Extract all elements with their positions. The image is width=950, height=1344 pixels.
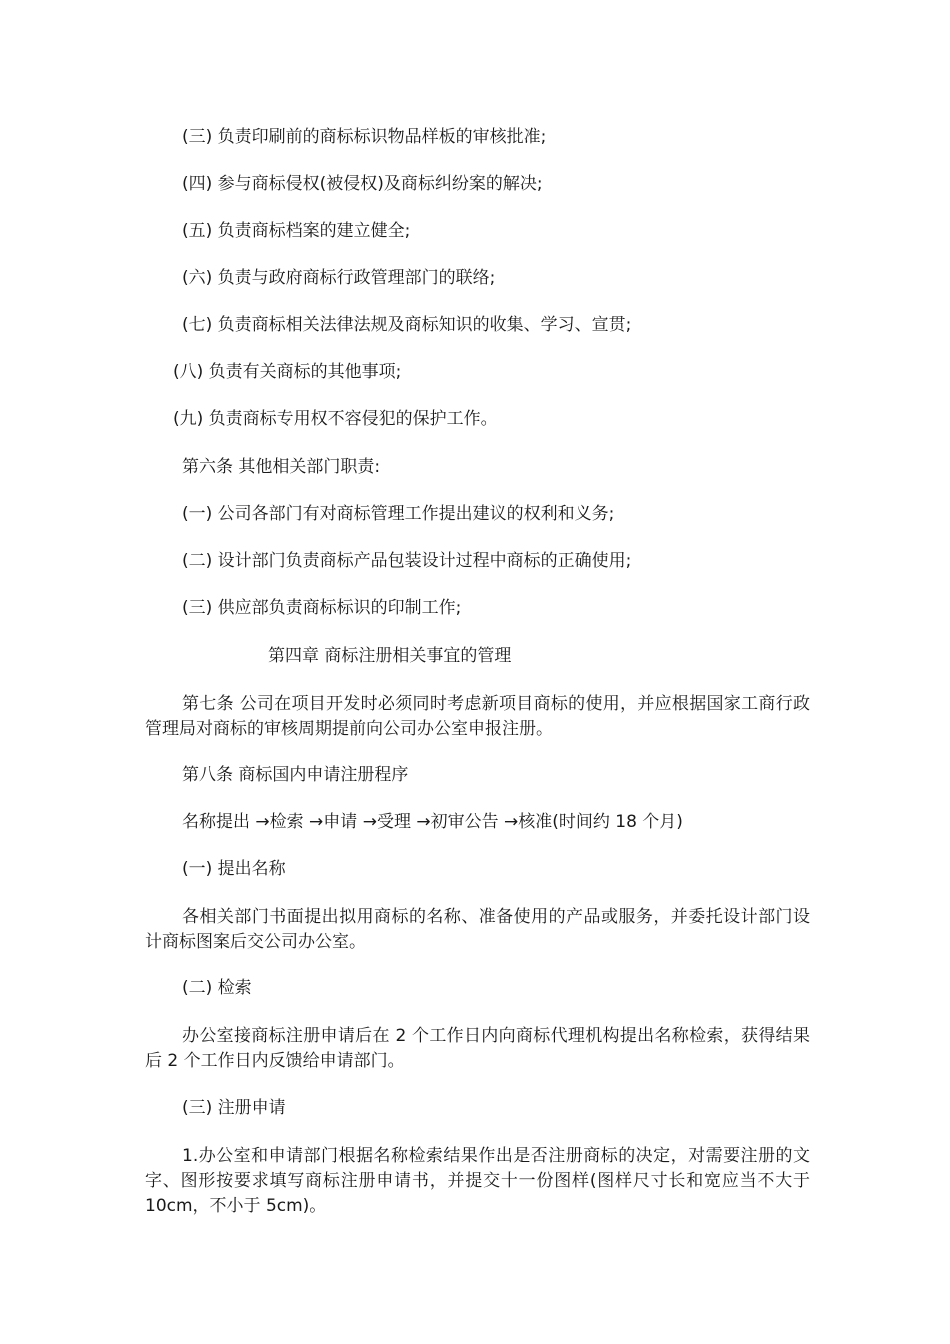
duty-item-4: (四) 参与商标侵权(被侵权)及商标纠纷案的解决; xyxy=(182,174,543,194)
duty-item-9: (九) 负责商标专用权不容侵犯的保护工作。 xyxy=(173,409,498,429)
step-1-paragraph: 各相关部门书面提出拟用商标的名称、准备使用的产品或服务，并委托设计部门设计商标图案后交公司办公室。 xyxy=(145,907,810,952)
article-7-paragraph: 第七条 公司在项目开发时必须同时考虑新项目商标的使用，并应根据国家工商行政管理局对商标的审核周期提前向公司办公室申报注册。 xyxy=(145,694,810,739)
step-2-heading: (二) 检索 xyxy=(182,978,252,998)
other-duty-item-3: (三) 供应部负责商标标识的印制工作; xyxy=(182,598,462,618)
article-6-heading: 第六条 其他相关部门职责: xyxy=(182,457,381,477)
step-1-heading: (一) 提出名称 xyxy=(182,859,286,879)
registration-flow: 名称提出 →检索 →申请 →受理 →初审公告 →核准(时间约 18 个月) xyxy=(182,812,683,832)
article-8-heading: 第八条 商标国内申请注册程序 xyxy=(182,765,409,785)
duty-item-7: (七) 负责商标相关法律法规及商标知识的收集、学习、宣贯; xyxy=(182,315,632,335)
duty-item-5: (五) 负责商标档案的建立健全; xyxy=(182,221,411,241)
duty-item-6: (六) 负责与政府商标行政管理部门的联络; xyxy=(182,268,496,288)
duty-item-8: (八) 负责有关商标的其他事项; xyxy=(173,362,402,382)
other-duty-item-1: (一) 公司各部门有对商标管理工作提出建议的权利和义务; xyxy=(182,504,615,524)
step-3-paragraph: 1.办公室和申请部门根据名称检索结果作出是否注册商标的决定，对需要注册的文字、图形按要求填写商标注册申请书，并提交十一份图样(图样尺寸长和宽应当不大于 10cm，不小于 5cm)。 xyxy=(145,1146,810,1216)
step-2-paragraph: 办公室接商标注册申请后在 2 个工作日内向商标代理机构提出名称检索，获得结果后 2 个工作日内反馈给申请部门。 xyxy=(145,1026,810,1071)
step-3-heading: (三) 注册申请 xyxy=(182,1098,286,1118)
other-duty-item-2: (二) 设计部门负责商标产品包装设计过程中商标的正确使用; xyxy=(182,551,632,571)
chapter-4-heading: 第四章 商标注册相关事宜的管理 xyxy=(268,646,512,666)
duty-item-3: (三) 负责印刷前的商标标识物品样板的审核批准; xyxy=(182,127,547,147)
